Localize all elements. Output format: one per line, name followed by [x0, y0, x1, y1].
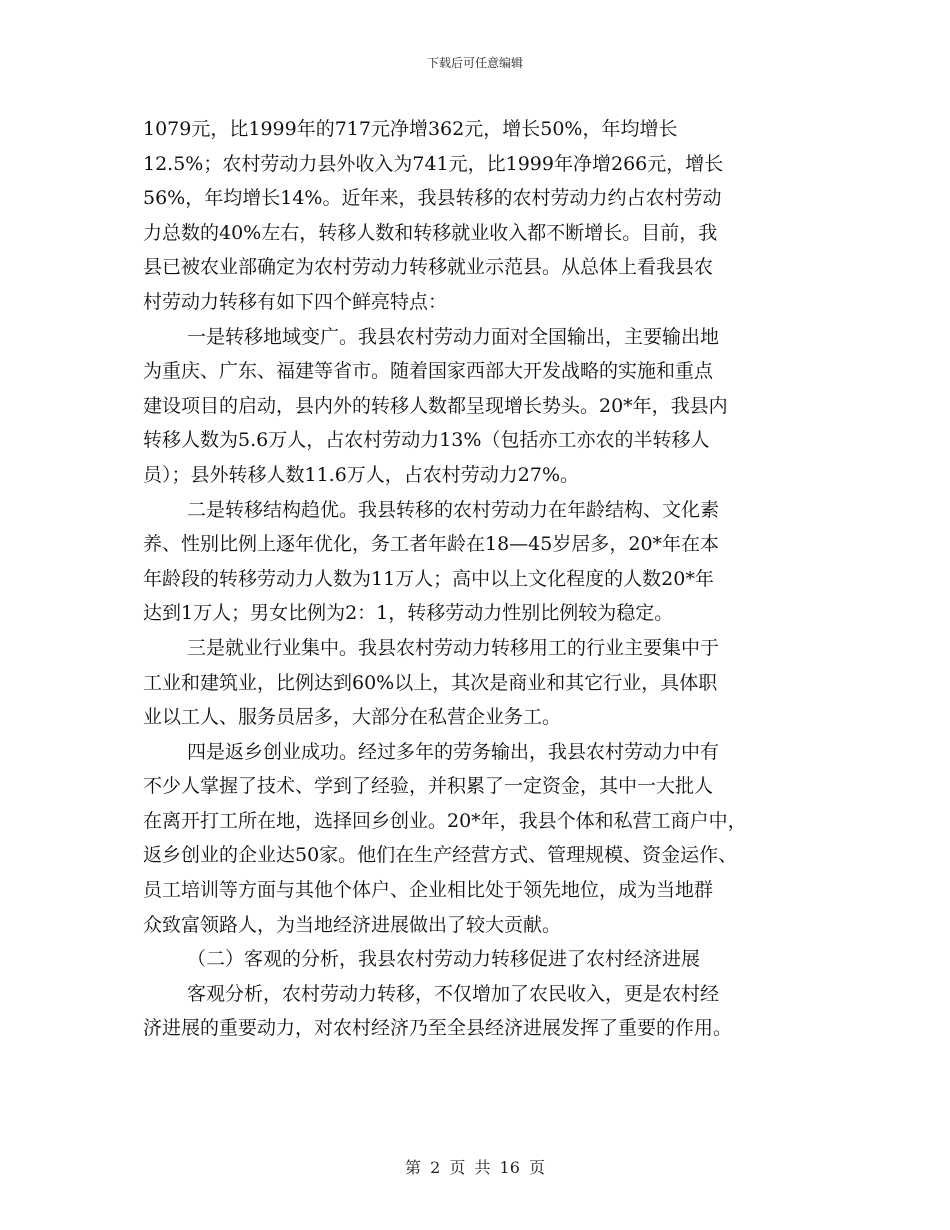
- text-line: 1079元，比1999年的717元净增362元，增长50%，年均增长: [143, 118, 678, 140]
- text-line: 为重庆、广东、福建等省市。随着国家西部大开发战略的实施和重点: [143, 360, 714, 383]
- document-body: [143, 112, 823, 1046]
- text-line: 员）；县外转移人数11.6万人，占农村劳动力27%。: [143, 463, 580, 486]
- page-header: 下载后可任意编辑: [426, 56, 523, 70]
- text-line: 力总数的40%左右，转移人数和转移就业收入都不断增长。目前，我: [143, 221, 718, 244]
- text-line: 济进展的重要动力，对农村经济乃至全县经济进展发挥了重要的作用。: [143, 1017, 733, 1040]
- paragraph-start-line: 二是转移结构趋优。我县转移的农村劳动力在年龄结构、文化素: [187, 498, 720, 521]
- text-line: 业以工人、服务员居多，大部分在私营企业务工。: [143, 706, 562, 729]
- paragraph-start-line: 三是就业行业集中。我县农村劳动力转移用工的行业主要集中于: [187, 636, 720, 659]
- section-heading: （二）客观的分析，我县农村劳动力转移促进了农村经济进展: [187, 948, 701, 971]
- text-line: 养、性别比例上逐年优化，务工者年龄在18—45岁居多，20*年在本: [143, 533, 720, 556]
- text-line: 工业和建筑业，比例达到60%以上，其次是商业和其它行业，具体职: [143, 671, 718, 694]
- text-line: 村劳动力转移有如下四个鲜亮特点：: [143, 290, 448, 313]
- text-line: 县已被农业部确定为农村劳动力转移就业示范县。从总体上看我县农: [143, 256, 714, 279]
- paragraph-start-line: 四是返乡创业成功。经过多年的劳务输出，我县农村劳动力中有: [187, 740, 720, 763]
- text-line: 12.5%；农村劳动力县外收入为741元，比1999年净增266元，增长: [143, 152, 724, 175]
- text-line: 56%，年均增长14%。近年来，我县转移的农村劳动力约占农村劳动: [143, 187, 722, 210]
- text-line: 员工培训等方面与其他个体户、企业相比处于领先地位，成为当地群: [143, 879, 714, 902]
- text-line: 转移人数为5.6万人，占农村劳动力13%（包括亦工亦农的半转移人: [143, 429, 710, 452]
- text-line: 返乡创业的企业达50家。他们在生产经营方式、管理规模、资金运作、: [143, 844, 738, 867]
- text-line: 建设项目的启动，县内外的转移人数都呈现增长势头。20*年，我县内: [143, 394, 728, 417]
- paragraph-start-line: 一是转移地域变广。我县农村劳动力面对全国输出，主要输出地: [187, 325, 720, 348]
- text-line: 达到1万人；男女比例为2：1，转移劳动力性别比例较为稳定。: [143, 602, 674, 625]
- text-line: 不少人掌握了技术、学到了经验，并积累了一定资金，其中一大批人: [143, 775, 714, 798]
- paragraph-start-line: 客观分析，农村劳动力转移，不仅增加了农民收入，更是农村经: [187, 982, 720, 1005]
- text-line: 众致富领路人，为当地经济进展做出了较大贡献。: [143, 913, 562, 936]
- page-number: 第 2 页 共 16 页: [405, 1158, 545, 1177]
- text-line: 年龄段的转移劳动力人数为11万人；高中以上文化程度的人数20*年: [143, 567, 714, 590]
- text-line: 在离开打工所在地，选择回乡创业。20*年，我县个体和私营工商户中，: [143, 809, 747, 832]
